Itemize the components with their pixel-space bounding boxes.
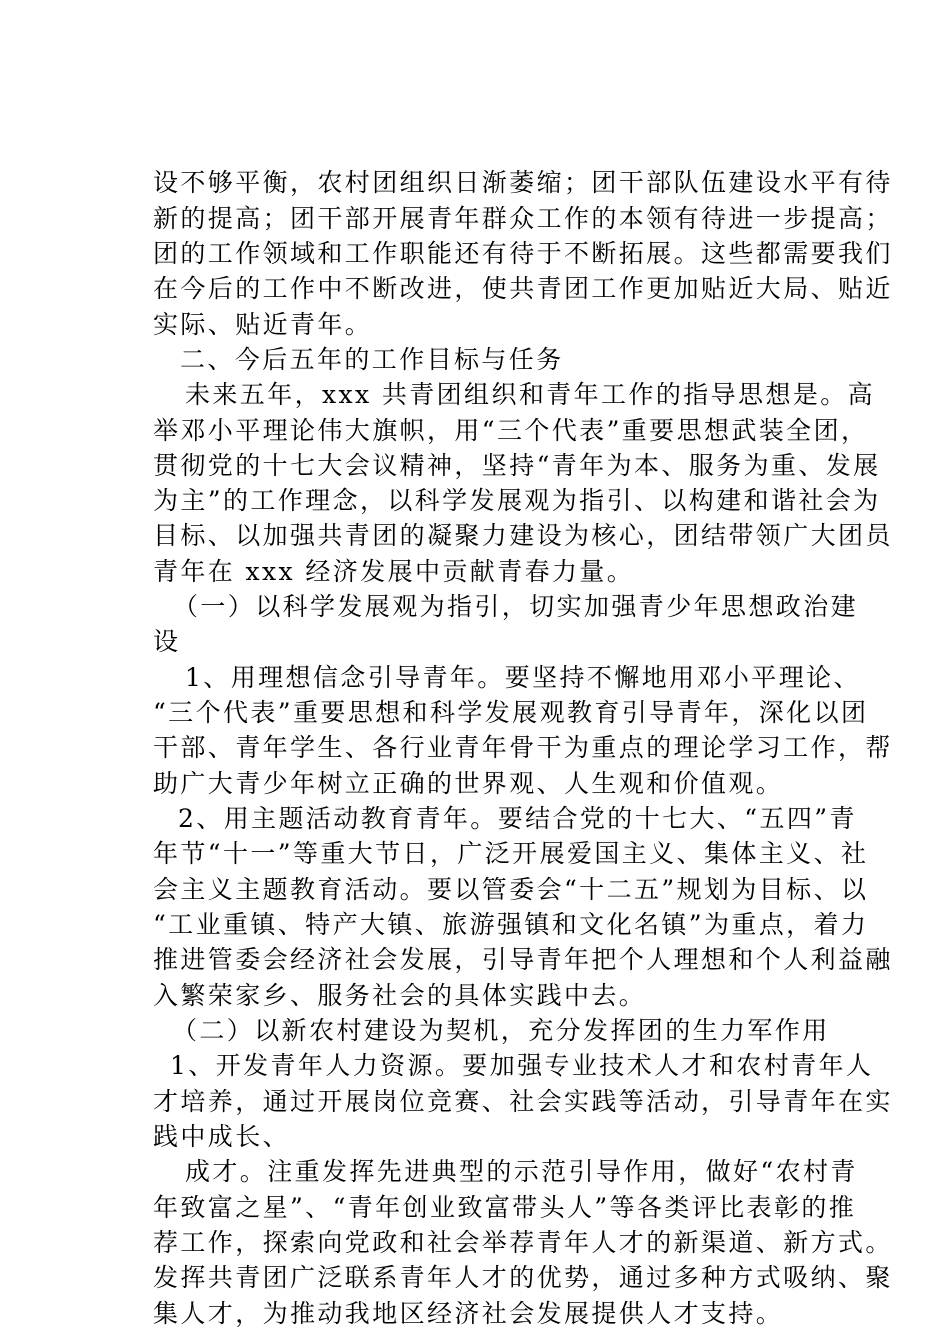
text-line: 举邓小平理论伟大旗帜，用“三个代表”重要思想武装全团， bbox=[153, 416, 869, 445]
subsection-heading: （二）以新农村建设为契机，充分发挥团的生力军作用 bbox=[172, 1016, 830, 1045]
text-line: “工业重镇、特产大镇、旅游强镇和文化名镇”为重点，着力 bbox=[153, 910, 869, 939]
text-line: 推进管委会经济社会发展，引导青年把个人理想和个人利益融 bbox=[153, 945, 893, 974]
text-line: 荐工作，探索向党政和社会举荐青年人才的新渠道、新方式。 bbox=[153, 1228, 893, 1257]
text-line: 助广大青少年树立正确的世界观、人生观和价值观。 bbox=[153, 769, 784, 798]
text-line: 为主”的工作理念，以科学发展观为指引、以构建和谐社会为 bbox=[153, 486, 881, 515]
text-line: 践中成长、 bbox=[153, 1122, 291, 1151]
text-line: 才培养，通过开展岗位竞赛、社会实践等活动，引导青年在实 bbox=[153, 1087, 893, 1116]
section-heading: 二、今后五年的工作目标与任务 bbox=[180, 345, 564, 374]
text-line: 入繁荣家乡、服务社会的具体实践中去。 bbox=[153, 981, 647, 1010]
text-line: 集人才，为推动我地区经济社会发展提供人才支持。 bbox=[153, 1299, 784, 1328]
text-line: 团的工作领域和工作职能还有待于不断拓展。这些都需要我们 bbox=[153, 239, 893, 268]
text-line: “三个代表”重要思想和科学发展观教育引导青年，深化以团 bbox=[153, 698, 869, 727]
text-line: 新的提高；团干部开展青年群众工作的本领有待进一步提高； bbox=[153, 204, 893, 233]
text-line: 年节“十一”等重大节日，广泛开展爱国主义、集体主义、社 bbox=[153, 839, 869, 868]
text-line: 2、用主题活动教育青年。要结合党的十七大、“五四”青 bbox=[178, 804, 857, 833]
text-line: 设 bbox=[153, 627, 181, 656]
text-line: 成才。注重发挥先进典型的示范引导作用，做好“农村青 bbox=[185, 1157, 858, 1186]
text-line: 在今后的工作中不断改进，使共青团工作更加贴近大局、贴近 bbox=[153, 274, 893, 303]
text-line: 实际、贴近青年。 bbox=[153, 310, 373, 339]
text-line: 目标、以加强共青团的凝聚力建设为核心，团结带领广大团员 bbox=[153, 521, 893, 550]
text-line: 1、开发青年人力资源。要加强专业技术人才和农村青年人 bbox=[170, 1051, 874, 1080]
text-line: 1、用理想信念引导青年。要坚持不懈地用邓小平理论、 bbox=[185, 663, 861, 692]
text-line: 青年在 xxx 经济发展中贡献青春力量。 bbox=[153, 557, 635, 586]
text-line: 未来五年，xxx 共青团组织和青年工作的指导思想是。高 bbox=[185, 380, 876, 409]
text-line: 年致富之星”、“青年创业致富带头人”等各类评比表彰的推 bbox=[153, 1193, 857, 1222]
text-line: 贯彻党的十七大会议精神，坚持“青年为本、服务为重、发展 bbox=[153, 451, 881, 480]
subsection-heading: （一）以科学发展观为指引，切实加强青少年思想政治建 bbox=[173, 592, 859, 621]
text-line: 发挥共青团广泛联系青年人才的优势，通过多种方式吸纳、聚 bbox=[153, 1263, 893, 1292]
text-line: 设不够平衡，农村团组织日渐萎缩；团干部队伍建设水平有待 bbox=[153, 168, 893, 197]
text-line: 干部、青年学生、各行业青年骨干为重点的理论学习工作，帮 bbox=[153, 733, 893, 762]
text-line: 会主义主题教育活动。要以管委会“十二五”规划为目标、以 bbox=[153, 875, 869, 904]
